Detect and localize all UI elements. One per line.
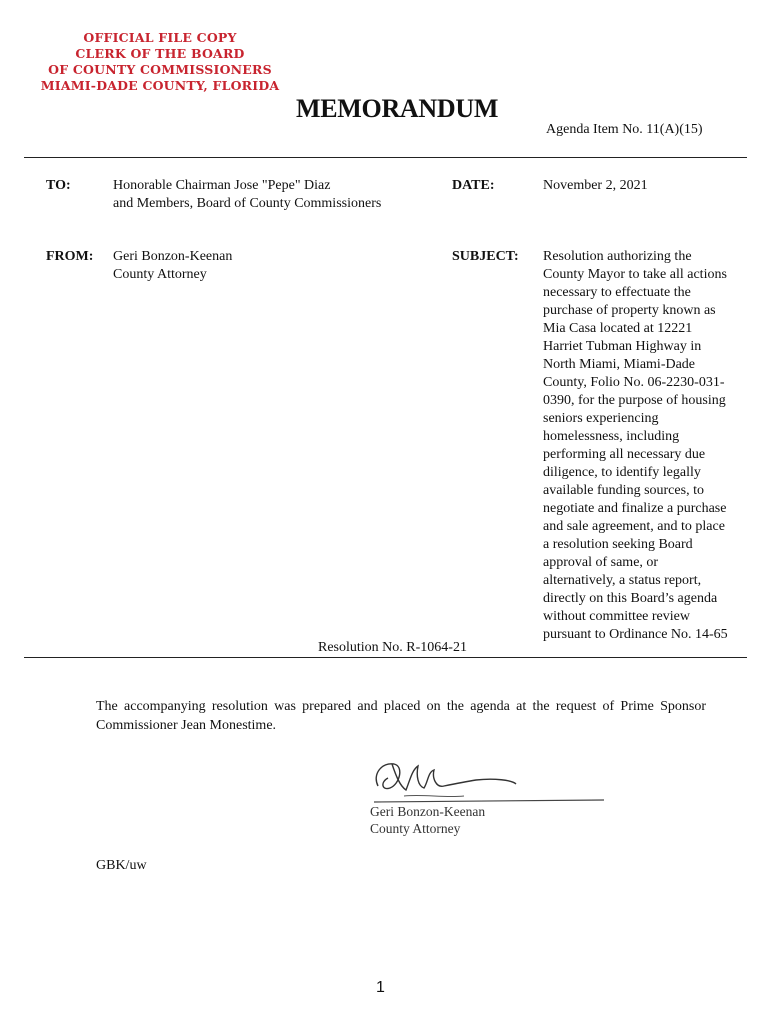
signatory-name: Geri Bonzon-Keenan [370, 804, 486, 819]
subject-label: SUBJECT: [452, 249, 519, 264]
date-label: DATE: [452, 178, 495, 193]
to-label: TO: [46, 178, 71, 193]
subject-divider [24, 657, 747, 658]
from-label: FROM: [46, 249, 94, 264]
from-line: Geri Bonzon-Keenan [113, 249, 233, 264]
stamp-line: OFFICIAL FILE COPY [83, 30, 237, 45]
stamp-line: CLERK OF THE BOARD [75, 46, 245, 61]
official-file-copy-stamp [40, 30, 280, 94]
signatory-title: County Attorney [370, 821, 461, 836]
stamp-line: MIAMI-DADE COUNTY, FLORIDA [40, 78, 280, 93]
to-recipient [113, 177, 381, 213]
date-value: November 2, 2021 [543, 178, 648, 193]
page-number: 1 [376, 979, 385, 996]
memo-title: MEMORANDUM [296, 94, 499, 123]
signatory-block [370, 803, 485, 837]
from-sender [113, 248, 232, 284]
header-divider [24, 157, 747, 158]
resolution-number: Resolution No. R-1064-21 [318, 640, 467, 655]
stamp-line: OF COUNTY COMMISSIONERS [48, 62, 272, 77]
agenda-item-number: Agenda Item No. 11(A)(15) [546, 122, 703, 137]
handwritten-signature [364, 756, 614, 806]
memo-body: The accompanying resolution was prepared and placed on the agenda at the request of Prime Sponsor Commissioner Jean Monestime. [96, 699, 706, 733]
subject-text: Resolution authorizing the County Mayor to take all actions necessary to effectuate the purchase of property known as Mia Casa located at 12221 Harriet Tubman Highway in North Miami, Miami-Dade County, Folio No. 06-2230-031- 0390, for the purpose of housing seniors experiencing homelessness, including performing all necessary due diligence, to identify legally available funding sources, to negotiate and finalize a purchase and sale agreement, and to place a resolution seeking Board approval of same, or alternatively, a status report, directly on this Board’s agenda without committee review pursuant to Ordinance No. 14-65 [543, 249, 728, 642]
from-line: County Attorney [113, 267, 207, 282]
typist-initials: GBK/uw [96, 858, 147, 873]
to-line: Honorable Chairman Jose "Pepe" Diaz [113, 178, 331, 193]
to-line: and Members, Board of County Commissioners [113, 196, 382, 211]
